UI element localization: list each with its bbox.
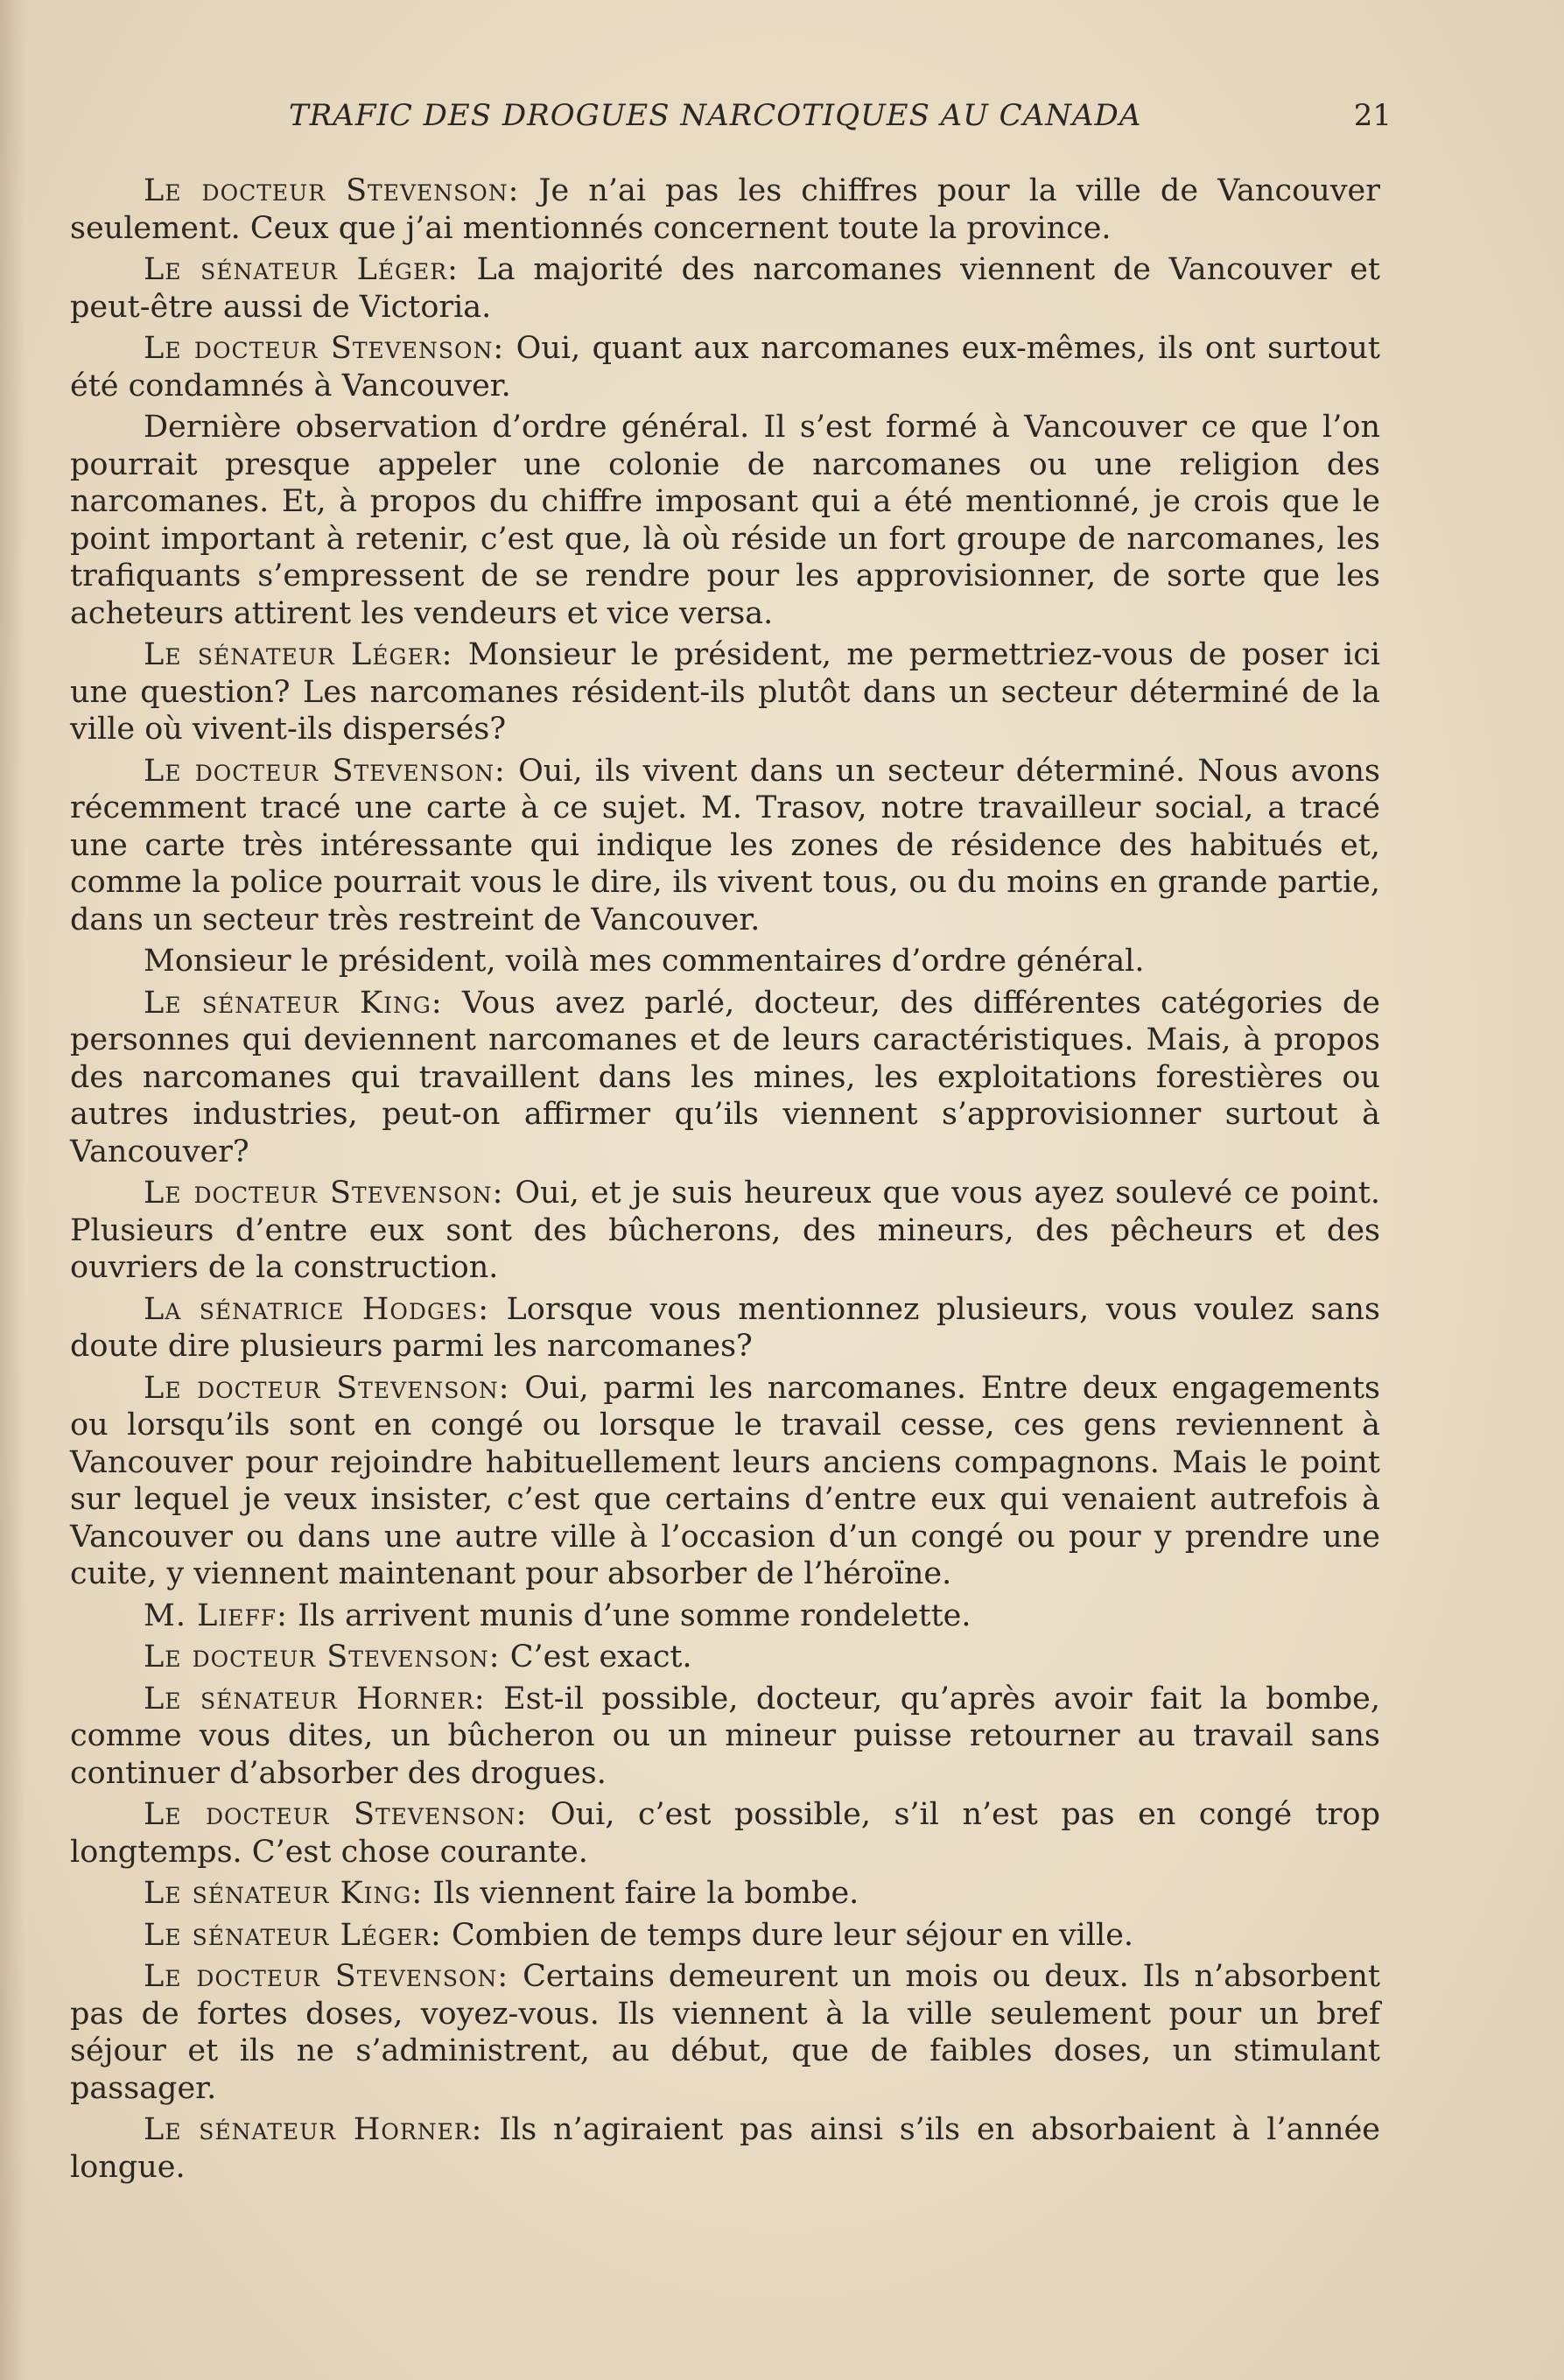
running-title: TRAFIC DES DROGUES NARCOTIQUES AU CANADA <box>289 98 1142 133</box>
paragraph-text: Monsieur le président, me permettriez-vous de poser ici une question? Les narcomanes résident-ils plutôt dans un secteur déterminé de la ville où vivent-ils dispersés? <box>70 637 1380 747</box>
paragraph <box>70 636 1380 748</box>
speaker-name: Le sénateur Horner: <box>144 2112 483 2147</box>
paragraph-text: Certains demeurent un mois ou deux. Ils n’absorbent pas de fortes doses, voyez-vous. Ils viennent à la ville seulement pour un bref séjour et ils ne s’administrent, au début, que de faibles doses, un stimulant passager. <box>70 1959 1380 2106</box>
paragraph-text: Ils viennent faire la bombe. <box>423 1876 859 1911</box>
paragraph-text: Ils arrivent munis d’une somme rondelette. <box>287 1597 971 1633</box>
speaker-name: Le docteur Stevenson: <box>144 173 520 208</box>
paragraph <box>70 1291 1380 1366</box>
paragraph-text: Je n’ai pas les chiffres pour la ville de Vancouver seulement. Ceux que j’ai mentionnés concernent toute la province. <box>70 173 1380 246</box>
speaker-name: Le sénateur Léger: <box>144 637 453 672</box>
paragraph-text: Oui, c’est possible, s’il n’est pas en congé trop longtemps. C’est chose courante. <box>70 1797 1380 1870</box>
paragraph <box>70 330 1380 404</box>
speaker-name: Le docteur Stevenson: <box>144 1959 509 1994</box>
speaker-name: Le docteur Stevenson: <box>144 331 505 366</box>
paragraph <box>70 1639 1380 1676</box>
paragraph-text: Est-il possible, docteur, qu’après avoir fait la bombe, comme vous dites, un bûcheron ou un mineur puisse retourner au travail sans continuer d’absorber des drogues. <box>70 1681 1380 1791</box>
speaker-name: Le docteur Stevenson: <box>144 1176 504 1211</box>
paragraph <box>70 985 1380 1171</box>
paragraph-text: Oui, et je suis heureux que vous ayez soulevé ce point. Plusieurs d’entre eux sont des bûcherons, des mineurs, des pêcheurs et des ouvriers de la construction. <box>70 1176 1380 1285</box>
speaker-name: Le sénateur Léger: <box>144 1917 442 1953</box>
paragraph-text: Oui, quant aux narcomanes eux-mêmes, ils ont surtout été condamnés à Vancouver. <box>70 331 1380 404</box>
page-number: 21 <box>1353 98 1392 133</box>
speaker-name: M. Lieff: <box>144 1597 288 1633</box>
paragraph <box>70 1796 1380 1871</box>
paragraph <box>70 251 1380 326</box>
paragraph <box>70 1917 1380 1955</box>
paragraph-text: Oui, ils vivent dans un secteur déterminé. Nous avons récemment tracé une carte à ce sujet. M. Trasov, notre travailleur social, a tracé une carte très intéressante qui indique les zones de résidence des habitués et, comme la police pourrait vous le dire, ils vivent tous, ou du moins en grande partie, dans un secteur très restreint de Vancouver. <box>70 753 1380 937</box>
paragraph-text: C’est exact. <box>500 1639 692 1674</box>
speaker-name: Le sénateur Horner: <box>144 1681 486 1717</box>
paragraph-text: Dernière observation d’ordre général. Il s’est formé à Vancouver ce que l’on pourrait presque appeler une colonie de narcomanes ou une religion des narcomanes. Et, à propos du chiffre imposant qui a été mentionné, je crois que le point important à retenir, c’est que, là où réside un fort groupe de narcomanes, les trafiquants s’empressent de se rendre pour les approvisionner, de sorte que les acheteurs attirent les vendeurs et vice versa. <box>70 410 1380 631</box>
speaker-name: Le sénateur King: <box>144 985 443 1021</box>
paragraph-text: Vous avez parlé, docteur, des différentes catégories de personnes qui deviennent narcomanes et de leurs caractéristiques. Mais, à propos des narcomanes qui travaillent dans les mines, les exploitations forestières ou autres industries, peut-on affirmer qu’ils viennent s’approvisionner surtout à Vancouver? <box>70 985 1380 1169</box>
paragraph <box>70 1175 1380 1287</box>
speaker-name: Le docteur Stevenson: <box>144 753 506 789</box>
paragraph-text: Monsieur le président, voilà mes commentaires d’ordre général. <box>144 944 1145 979</box>
paragraph <box>70 1681 1380 1793</box>
paragraph <box>70 1958 1380 2107</box>
speaker-name: Le sénateur King: <box>144 1876 424 1911</box>
paragraph <box>70 1875 1380 1913</box>
speaker-name: Le docteur Stevenson: <box>144 1639 501 1674</box>
speaker-name: La sénatrice Hodges: <box>144 1291 490 1327</box>
paragraph <box>70 1370 1380 1593</box>
body-text <box>70 172 1380 2190</box>
page-edge-shadow <box>0 0 26 2380</box>
paragraph-text: Ils n’agiraient pas ainsi s’ils en absorbaient à l’année longue. <box>70 2112 1380 2185</box>
paragraph <box>70 943 1380 980</box>
running-head <box>70 98 1392 142</box>
speaker-name: Le docteur Stevenson: <box>144 1797 528 1832</box>
speaker-name: Le sénateur Léger: <box>144 252 459 287</box>
paragraph <box>70 753 1380 939</box>
paragraph <box>70 1597 1380 1635</box>
paragraph <box>70 172 1380 247</box>
paragraph-text: La majorité des narcomanes viennent de Vancouver et peut-être aussi de Victoria. <box>70 252 1380 325</box>
paragraph <box>70 2111 1380 2186</box>
paragraph <box>70 409 1380 632</box>
paragraph-text: Combien de temps dure leur séjour en ville. <box>441 1917 1134 1953</box>
paragraph-text: Oui, parmi les narcomanes. Entre deux engagements ou lorsqu’ils sont en congé ou lorsque le travail cesse, ces gens reviennent à Vancouver pour rejoindre habituellement leurs anciens compagnons. Mais le point sur lequel je veux insister, c’est que certains d’entre eux qui venaient autrefois à Vancouver ou dans une autre ville à l’occasion d’un congé ou pour y prendre une cuite, y viennent maintenant pour absorber de l’héroïne. <box>70 1370 1380 1591</box>
paragraph-text: Lorsque vous mentionnez plusieurs, vous voulez sans doute dire plusieurs parmi les narcomanes? <box>70 1291 1380 1364</box>
speaker-name: Le docteur Stevenson: <box>144 1370 510 1406</box>
